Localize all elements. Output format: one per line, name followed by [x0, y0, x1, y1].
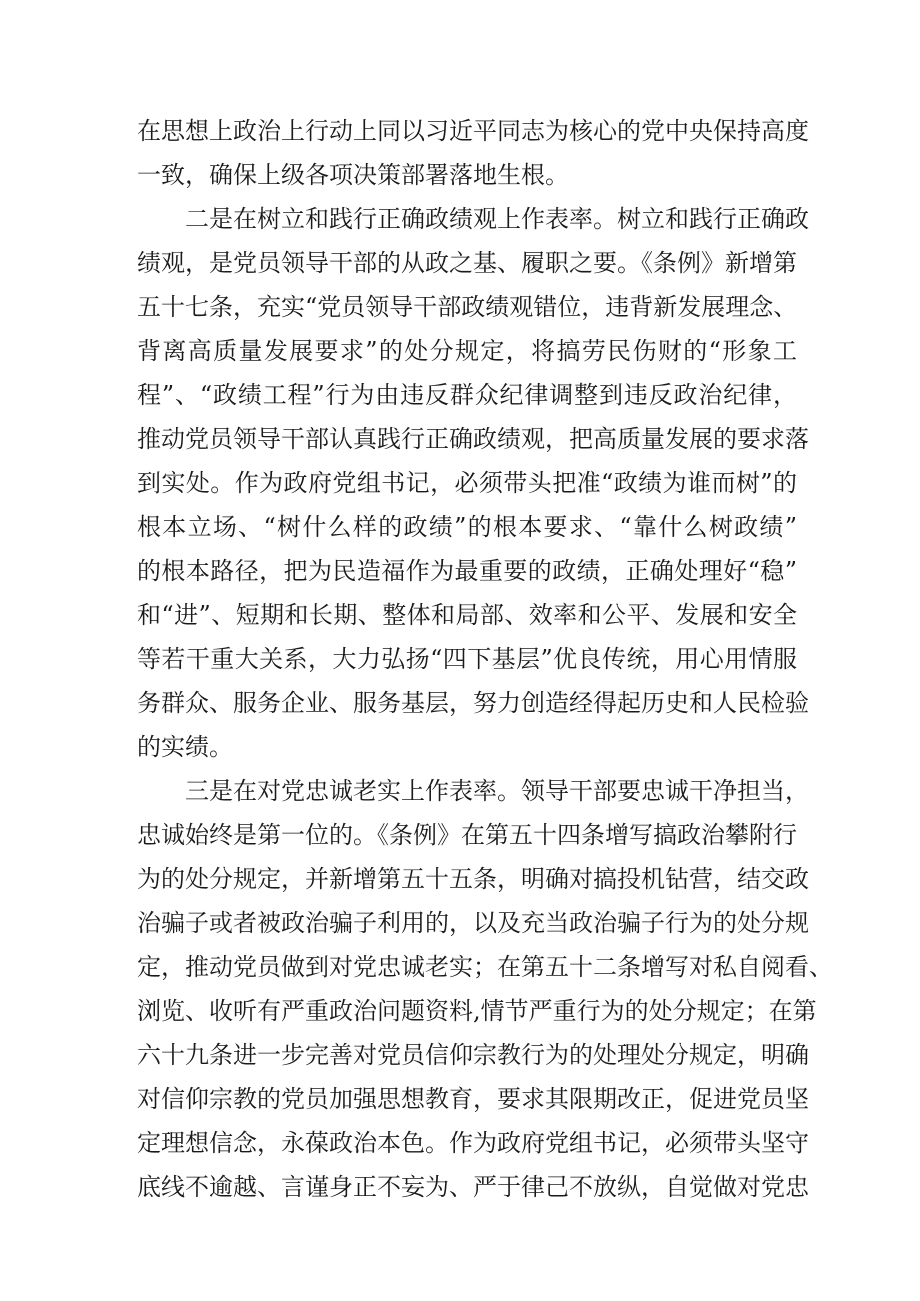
paragraph-heading-line: 三是在对党忠诚老实上作表率。领导干部要忠诚干净担当， [185, 777, 809, 805]
paragraph-heading-line: 二是在树立和践行正确政绩观上作表率。树立和践行正确政 [185, 205, 809, 233]
text-line: 背离高质量发展要求”的处分规定，将搞劳民伤财的“形象工 [137, 337, 797, 365]
text-line: 的实绩。 [137, 733, 233, 761]
text-line: 程”、“政绩工程”行为由违反群众纪律调整到违反政治纪律， [137, 381, 797, 409]
text-line: 推动党员领导干部认真践行正确政绩观，把高质量发展的要求落 [137, 425, 809, 453]
text-line: 和“进”、短期和长期、整体和局部、效率和公平、发展和安全 [137, 601, 797, 629]
text-line: 浏览、收听有严重政治问题资料,情节严重行为的处分规定；在第 [137, 997, 817, 1025]
text-line: 定理想信念，永葆政治本色。作为政府党组书记，必须带头坚守 [137, 1129, 809, 1157]
text-line: 务群众、服务企业、服务基层，努力创造经得起历史和人民检验 [137, 689, 809, 717]
text-line: 到实处。作为政府党组书记，必须带头把准“政绩为谁而树”的 [137, 469, 797, 497]
text-line: 对信仰宗教的党员加强思想教育，要求其限期改正，促进党员坚 [137, 1085, 809, 1113]
text-line: 为的处分规定，并新增第五十五条，明确对搞投机钻营，结交政 [137, 865, 809, 893]
text-line: 忠诚始终是第一位的。《条例》在第五十四条增写搞政治攀附行 [137, 821, 797, 849]
text-line: 的根本路径，把为民造福作为最重要的政绩，正确处理好“稳” [137, 557, 797, 585]
text-line: 六十九条进一步完善对党员信仰宗教行为的处理处分规定，明确 [137, 1041, 809, 1069]
text-line: 五十七条，充实“党员领导干部政绩观错位，违背新发展理念、 [137, 293, 798, 321]
text-line: 绩观，是党员领导干部的从政之基、履职之要。《条例》新增第 [137, 249, 797, 277]
text-line: 底线不逾越、言谨身正不妄为、严于律己不放纵，自觉做对党忠 [137, 1173, 809, 1201]
text-line: 等若干重大关系，大力弘扬“四下基层”优良传统，用心用情服 [137, 645, 797, 673]
text-line: 定，推动党员做到对党忠诚老实；在第五十二条增写对私自阅看、 [137, 953, 833, 981]
text-line: 一致，确保上级各项决策部署落地生根。 [137, 161, 569, 189]
text-line: 在思想上政治上行动上同以习近平同志为核心的党中央保持高度 [137, 117, 809, 145]
text-line: 根本立场、“树什么样的政绩”的根本要求、“靠什么树政绩” [137, 513, 797, 541]
text-line: 治骗子或者被政治骗子利用的，以及充当政治骗子行为的处分规 [137, 909, 809, 937]
